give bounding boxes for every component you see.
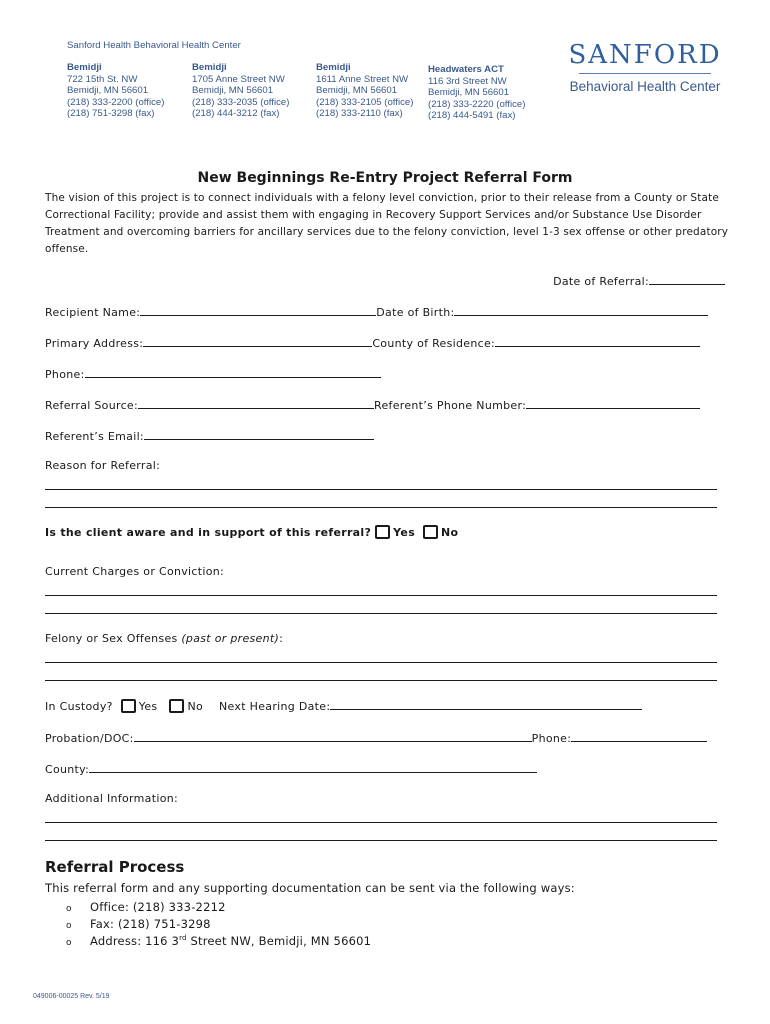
aware-yes-checkbox[interactable]	[375, 525, 390, 539]
office-item	[66, 900, 226, 914]
bullet-icon: o	[66, 921, 72, 931]
reason-field-line[interactable]	[45, 507, 717, 508]
primary-address-label: Primary Address:	[45, 337, 144, 350]
county-field[interactable]	[89, 761, 537, 773]
location-line: 1705 Anne Street NW	[192, 73, 285, 85]
primary-address-field[interactable]	[143, 335, 372, 347]
location-line: 116 3rd Street NW	[428, 75, 507, 87]
logo-subtitle: Behavioral Health Center	[569, 79, 721, 94]
county-of-residence-field[interactable]	[495, 335, 700, 347]
referral-source-label: Referral Source:	[45, 399, 138, 412]
felony-label: Felony or Sex Offenses	[45, 632, 178, 645]
custody-no-label: No	[187, 700, 204, 713]
address-text-pre: Address: 116 3	[90, 934, 180, 948]
probation-row	[45, 730, 707, 745]
next-hearing-label: Next Hearing Date:	[219, 700, 331, 713]
fax-item	[66, 917, 211, 931]
aware-question: Is the client aware and in support of this referral?	[45, 526, 372, 539]
address-text-post: Street NW, Bemidji, MN 56601	[186, 934, 372, 948]
date-of-birth-field[interactable]	[454, 304, 708, 316]
additional-field-line[interactable]	[45, 840, 717, 841]
additional-field-line[interactable]	[45, 822, 717, 823]
custody-row	[45, 698, 642, 713]
bullet-icon: o	[66, 938, 72, 948]
phone-row	[45, 366, 381, 381]
location-line: (218) 333-2200 (office)	[67, 96, 165, 108]
referent-phone-field[interactable]	[526, 397, 700, 409]
referent-phone-label: Referent’s Phone Number:	[374, 399, 527, 412]
reason-label: Reason for Referral:	[45, 459, 161, 472]
fax-text: Fax: (218) 751-3298	[90, 917, 211, 931]
probation-phone-field[interactable]	[571, 730, 707, 742]
date-of-referral-label: Date of Referral:	[553, 275, 649, 288]
charges-label: Current Charges or Conviction:	[45, 565, 225, 578]
referent-email-label: Referent’s Email:	[45, 430, 144, 443]
referral-source-row	[45, 397, 700, 412]
felony-note: (past or present)	[181, 632, 280, 645]
location-line: Bemidji, MN 56601	[192, 85, 274, 97]
referent-email-row	[45, 428, 374, 443]
county-row	[45, 761, 537, 776]
probation-field[interactable]	[134, 730, 532, 742]
office-text: Office: (218) 333-2212	[90, 900, 226, 914]
county-label: County:	[45, 763, 90, 776]
date-of-referral-row	[553, 273, 725, 288]
logo-divider	[579, 73, 711, 74]
location-name: Bemidji	[67, 62, 102, 73]
date-of-birth-label: Date of Birth:	[376, 306, 455, 319]
county-of-residence-label: County of Residence:	[372, 337, 496, 350]
probation-phone-label: Phone:	[531, 732, 572, 745]
form-title: New Beginnings Re-Entry Project Referral Form	[197, 170, 573, 186]
felony-field-line[interactable]	[45, 680, 717, 681]
referral-process-heading: Referral Process	[45, 858, 185, 876]
location-line: (218) 333-2220 (office)	[428, 98, 526, 110]
referent-email-field[interactable]	[144, 428, 374, 440]
recipient-name-field[interactable]	[140, 304, 376, 316]
location-line: 722 15th St. NW	[67, 73, 138, 85]
form-intro: The vision of this project is to connect individuals with a felony level conviction, prior to their release from a County or State Correctional Facility; provide and assist them with engaging in Recovery Support Services and/or Substance Use Disorder Treatment and overcoming barriers for ancillary services due to the felony conviction, level 1-3 sex offense or other predatory offense.	[45, 192, 729, 255]
additional-label: Additional Information:	[45, 792, 178, 805]
reason-field-line[interactable]	[45, 489, 717, 490]
felony-row	[45, 632, 283, 645]
logo-wordmark: SANFORD	[568, 40, 722, 70]
phone-field[interactable]	[85, 366, 381, 378]
referral-process-text: This referral form and any supporting documentation can be sent via the following ways:	[45, 881, 575, 895]
location-line: (218) 751-3298 (fax)	[67, 108, 155, 120]
location-name: Bemidji	[192, 62, 227, 73]
sanford-logo	[563, 40, 727, 94]
referral-source-field[interactable]	[138, 397, 374, 409]
aware-no-label: No	[441, 526, 459, 539]
bullet-icon: o	[66, 904, 72, 914]
charges-field-line[interactable]	[45, 613, 717, 614]
aware-yes-label: Yes	[393, 526, 416, 539]
form-revision: 049006-00025 Rev. 5/19	[33, 993, 110, 1000]
location-2	[192, 62, 289, 120]
aware-no-checkbox[interactable]	[423, 525, 438, 539]
location-1	[67, 62, 164, 120]
location-line: (218) 444-3212 (fax)	[192, 108, 280, 120]
recipient-name-label: Recipient Name:	[45, 306, 141, 319]
custody-label: In Custody?	[45, 700, 113, 713]
location-3	[316, 62, 413, 120]
aware-row	[45, 525, 458, 539]
felony-field-line[interactable]	[45, 662, 717, 663]
location-line: (218) 444-5491 (fax)	[428, 110, 516, 122]
charges-field-line[interactable]	[45, 595, 717, 596]
location-line: (218) 333-2035 (office)	[192, 96, 290, 108]
custody-yes-checkbox[interactable]	[121, 699, 136, 713]
location-4	[428, 64, 525, 122]
org-name: Sanford Health Behavioral Health Center	[67, 40, 241, 51]
custody-no-checkbox[interactable]	[169, 699, 184, 713]
next-hearing-field[interactable]	[330, 698, 642, 710]
location-name: Bemidji	[316, 62, 351, 73]
probation-label: Probation/DOC:	[45, 732, 134, 745]
address-row	[45, 335, 700, 350]
location-name: Headwaters ACT	[428, 64, 504, 75]
location-line: Bemidji, MN 56601	[67, 85, 149, 97]
phone-label: Phone:	[45, 368, 85, 381]
custody-yes-label: Yes	[138, 700, 158, 713]
location-line: (218) 333-2105 (office)	[316, 96, 414, 108]
location-line: (218) 333-2110 (fax)	[316, 108, 403, 120]
location-line: Bemidji, MN 56601	[428, 87, 510, 99]
recipient-row	[45, 304, 708, 319]
location-line: Bemidji, MN 56601	[316, 85, 398, 97]
address-item	[66, 934, 371, 948]
address-ordinal: rd	[179, 934, 187, 943]
location-line: 1611 Anne Street NW	[316, 73, 409, 85]
date-of-referral-field[interactable]	[649, 273, 725, 285]
felony-colon: :	[279, 632, 284, 645]
